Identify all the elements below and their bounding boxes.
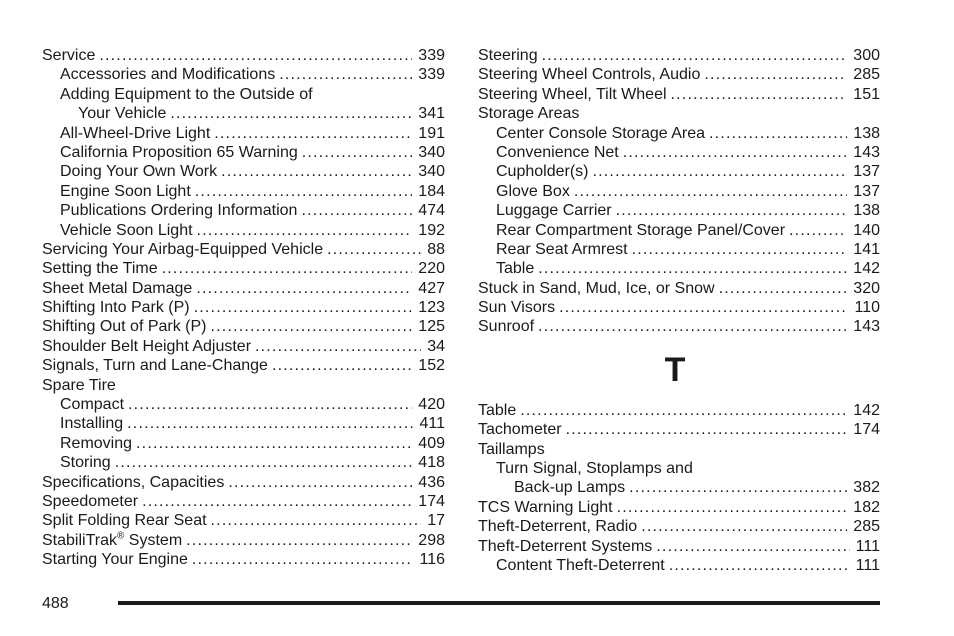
index-entry-page: 137: [853, 163, 880, 181]
index-entry-page: 174: [418, 492, 445, 510]
index-entry-page: 110: [854, 299, 880, 317]
index-entry-page: 142: [853, 260, 880, 278]
dot-leader: [669, 556, 850, 575]
index-entry: [42, 434, 445, 453]
dot-leader: [538, 259, 847, 278]
index-entry-label: Table: [478, 401, 517, 419]
index-entry: [42, 259, 445, 278]
index-entry-page: 111: [855, 556, 880, 574]
dot-leader: [566, 420, 848, 439]
index-entry-page: 174: [853, 421, 880, 439]
index-entry: [478, 124, 880, 143]
index-entry-page: 298: [418, 531, 445, 549]
index-entry-page: 143: [853, 318, 880, 336]
footer-rule: [118, 601, 880, 605]
index-entry-page: 111: [855, 537, 880, 555]
dot-leader: [629, 478, 847, 497]
dot-leader: [272, 356, 412, 375]
index-entry: [42, 182, 445, 201]
index-entry: [42, 473, 445, 492]
index-entry-label: Service: [42, 47, 96, 64]
index-entry: [478, 104, 880, 123]
index-entry-label: Steering Wheel, Tilt Wheel: [478, 85, 667, 103]
dot-leader: [197, 221, 413, 240]
index-entry: [42, 298, 445, 317]
index-entry-label: Starting Your Engine: [42, 551, 188, 569]
index-entry: [42, 279, 445, 298]
index-column-right: [478, 46, 880, 575]
index-entry-label: Sun Visors: [478, 299, 556, 317]
index-entry: [42, 124, 445, 143]
dot-leader: [127, 414, 413, 433]
index-entry-page: 285: [853, 66, 880, 84]
dot-leader: [719, 279, 848, 298]
index-entry: [478, 401, 880, 420]
index-entry-page: 184: [418, 182, 445, 200]
index-entry-label: Spare Tire: [42, 376, 116, 394]
dot-leader: [211, 317, 413, 336]
index-entry-label: All-Wheel-Drive Light: [60, 124, 211, 142]
index-entry: [478, 440, 880, 459]
index-entry-label: Removing: [60, 434, 133, 452]
index-entry-page: 474: [418, 202, 445, 220]
index-entry-page: 123: [418, 299, 445, 317]
dot-leader: [671, 85, 848, 104]
index-entry-page: 142: [853, 401, 880, 419]
index-entry-label: Adding Equipment to the Outside of: [60, 85, 313, 103]
index-entry-label: Your Vehicle: [78, 105, 167, 123]
index-entry-page: 427: [418, 279, 445, 297]
index-entry: [478, 46, 880, 65]
dot-leader: [632, 240, 848, 259]
index-entry: [478, 240, 880, 259]
dot-leader: [592, 162, 847, 181]
index-entry: [42, 376, 445, 395]
dot-leader: [186, 531, 412, 550]
dot-leader: [211, 511, 422, 530]
index-entry-label: Glove Box: [496, 182, 570, 200]
index-entry-label: Speedometer: [42, 492, 139, 510]
dot-leader: [196, 279, 412, 298]
dot-leader: [170, 104, 412, 123]
index-entry: [478, 85, 880, 104]
index-entry-page: 137: [853, 182, 880, 200]
index-entry: [478, 517, 880, 536]
index-entry: [42, 46, 445, 65]
index-entry-label: Luggage Carrier: [496, 202, 612, 220]
index-entry-label: Shifting Out of Park (P): [42, 318, 207, 336]
index-entry: [42, 356, 445, 375]
dot-leader: [709, 124, 847, 143]
index-entry-page: 300: [853, 47, 880, 64]
index-entry-label: Shifting Into Park (P): [42, 299, 190, 317]
registered-mark: ®: [116, 530, 125, 542]
index-entry-label: Theft-Deterrent, Radio: [478, 518, 638, 536]
dot-leader: [616, 201, 848, 220]
dot-leader: [617, 498, 848, 517]
index-entry-label: Storage Areas: [478, 105, 580, 123]
index-entry-page: 409: [418, 434, 445, 452]
index-entry-page: 17: [427, 512, 445, 530]
dot-leader: [194, 298, 413, 317]
index-entry-page: 339: [418, 47, 445, 64]
index-entry-page: 152: [418, 357, 445, 375]
index-entry: [478, 182, 880, 201]
index-entry: [42, 143, 445, 162]
dot-leader: [136, 434, 412, 453]
index-entry: [42, 85, 445, 104]
index-entry-page: 340: [418, 163, 445, 181]
index-entry-label: Compact: [60, 396, 125, 414]
index-entry-label: Installing: [60, 415, 124, 433]
dot-leader: [704, 65, 847, 84]
index-entry: [478, 556, 880, 575]
index-entry-page: 88: [427, 240, 445, 258]
index-entry-label: Table: [496, 260, 535, 278]
index-entry: [478, 143, 880, 162]
index-entry: [42, 162, 445, 181]
dot-leader: [142, 492, 412, 511]
dot-leader: [559, 298, 848, 317]
index-entry-label: Publications Ordering Information: [60, 202, 298, 220]
index-entry-label: Steering Wheel Controls, Audio: [478, 66, 701, 84]
index-entry: [42, 201, 445, 220]
index-entry-page: 34: [427, 337, 445, 355]
index-entry-label: Accessories and Modifications: [60, 66, 276, 84]
index-entry-label: Content Theft-Deterrent: [496, 556, 665, 574]
dot-leader: [228, 473, 412, 492]
index-entry: [478, 201, 880, 220]
dot-leader: [520, 401, 847, 420]
index-entry-page: 182: [853, 498, 880, 516]
dot-leader: [279, 65, 412, 84]
index-entry-label: Storing: [60, 454, 111, 472]
index-entry: [478, 162, 880, 181]
index-entry-label: Steering: [478, 47, 538, 64]
index-entry: [478, 65, 880, 84]
dot-leader: [214, 124, 412, 143]
index-group-t: [478, 401, 880, 576]
index-entry-page: 411: [419, 415, 445, 433]
index-entry: [42, 531, 445, 550]
index-entry-label: TCS Warning Light: [478, 498, 613, 516]
index-entry-page: 382: [853, 479, 880, 497]
index-entry: [478, 298, 880, 317]
index-entry: [478, 478, 880, 497]
index-entry: [478, 537, 880, 556]
dot-leader: [195, 182, 413, 201]
index-entry: [42, 65, 445, 84]
index-entry-label: Theft-Deterrent Systems: [478, 537, 653, 555]
dot-leader: [162, 259, 413, 278]
index-entry-page: 116: [419, 551, 445, 569]
index-entry-label: California Proposition 65 Warning: [60, 143, 298, 161]
index-entry-label: Signals, Turn and Lane-Change: [42, 357, 268, 375]
dot-leader: [255, 337, 421, 356]
dot-leader: [99, 46, 412, 65]
index-entry-page: 143: [853, 143, 880, 161]
index-entry-page: 285: [853, 518, 880, 536]
index-entry-page: 140: [853, 221, 880, 239]
index-entry-label: StabiliTrak® System: [42, 530, 183, 549]
index-entry-label: Rear Compartment Storage Panel/Cover: [496, 221, 786, 239]
index-entry-label: Cupholder(s): [496, 163, 589, 181]
index-entry: [478, 259, 880, 278]
dot-leader: [221, 162, 412, 181]
index-entry-page: 436: [418, 473, 445, 491]
dot-leader: [538, 317, 847, 336]
index-entry: [42, 550, 445, 569]
index-entry-label: Taillamps: [478, 440, 545, 458]
index-entry-label: Doing Your Own Work: [60, 163, 218, 181]
index-entry: [478, 420, 880, 439]
index-entry: [478, 279, 880, 298]
index-entry: [42, 317, 445, 336]
index-entry-label: Sheet Metal Damage: [42, 279, 193, 297]
index-entry-label: Split Folding Rear Seat: [42, 512, 207, 530]
index-entry: [42, 492, 445, 511]
index-entry: [478, 498, 880, 517]
index-entry-page: 191: [418, 124, 445, 142]
index-entry-label: Back-up Lamps: [514, 479, 626, 497]
index-entry-page: 340: [418, 143, 445, 161]
index-entry-label: Tachometer: [478, 421, 562, 439]
dot-leader: [574, 182, 847, 201]
index-entry-label: Turn Signal, Stoplamps and: [496, 460, 693, 478]
index-entry-page: 320: [853, 279, 880, 297]
dot-leader: [542, 46, 848, 65]
index-entry-page: 339: [418, 66, 445, 84]
index-entry-label: Servicing Your Airbag-Equipped Vehicle: [42, 240, 324, 258]
index-entry: [42, 221, 445, 240]
dot-leader: [128, 395, 412, 414]
index-entry-page: 220: [418, 260, 445, 278]
index-entry: [42, 104, 445, 123]
index-entry: [42, 453, 445, 472]
index-entry: [42, 511, 445, 530]
index-entry-label: Setting the Time: [42, 260, 158, 278]
index-entry-page: 138: [853, 202, 880, 220]
section-letter-heading: T: [664, 350, 686, 389]
dot-leader: [656, 537, 849, 556]
index-entry: [42, 337, 445, 356]
dot-leader: [327, 240, 421, 259]
index-column-left: [42, 46, 445, 570]
index-entry-page: 192: [418, 221, 445, 239]
index-entry: [478, 459, 880, 478]
dot-leader: [192, 550, 414, 569]
index-entry-label: Convenience Net: [496, 143, 619, 161]
index-entry-page: 420: [418, 396, 445, 414]
page-number: 488: [42, 595, 69, 612]
index-entry-label: Shoulder Belt Height Adjuster: [42, 337, 252, 355]
index-entry: [42, 395, 445, 414]
dot-leader: [115, 453, 413, 472]
index-entry-page: 138: [853, 124, 880, 142]
index-entry: [478, 317, 880, 336]
index-entry-page: 418: [418, 454, 445, 472]
index-entry: [42, 240, 445, 259]
index-entry-label: Center Console Storage Area: [496, 124, 706, 142]
dot-leader: [301, 201, 412, 220]
index-entry: [42, 414, 445, 433]
index-group-s-continued: [478, 46, 880, 337]
dot-leader: [623, 143, 848, 162]
index-entry: [478, 221, 880, 240]
index-entry-page: 151: [853, 85, 880, 103]
index-entry-label: Specifications, Capacities: [42, 473, 225, 491]
index-entry-label: Stuck in Sand, Mud, Ice, or Snow: [478, 279, 715, 297]
index-entry-label: Engine Soon Light: [60, 182, 191, 200]
index-entry-label: Sunroof: [478, 318, 535, 336]
index-entry-page: 341: [418, 105, 445, 123]
index-entry-label: Vehicle Soon Light: [60, 221, 193, 239]
index-entry-label: Rear Seat Armrest: [496, 240, 628, 258]
dot-leader: [641, 517, 847, 536]
index-entry-page: 125: [418, 318, 445, 336]
index-entry-page: 141: [853, 240, 880, 258]
dot-leader: [302, 143, 413, 162]
dot-leader: [789, 221, 847, 240]
